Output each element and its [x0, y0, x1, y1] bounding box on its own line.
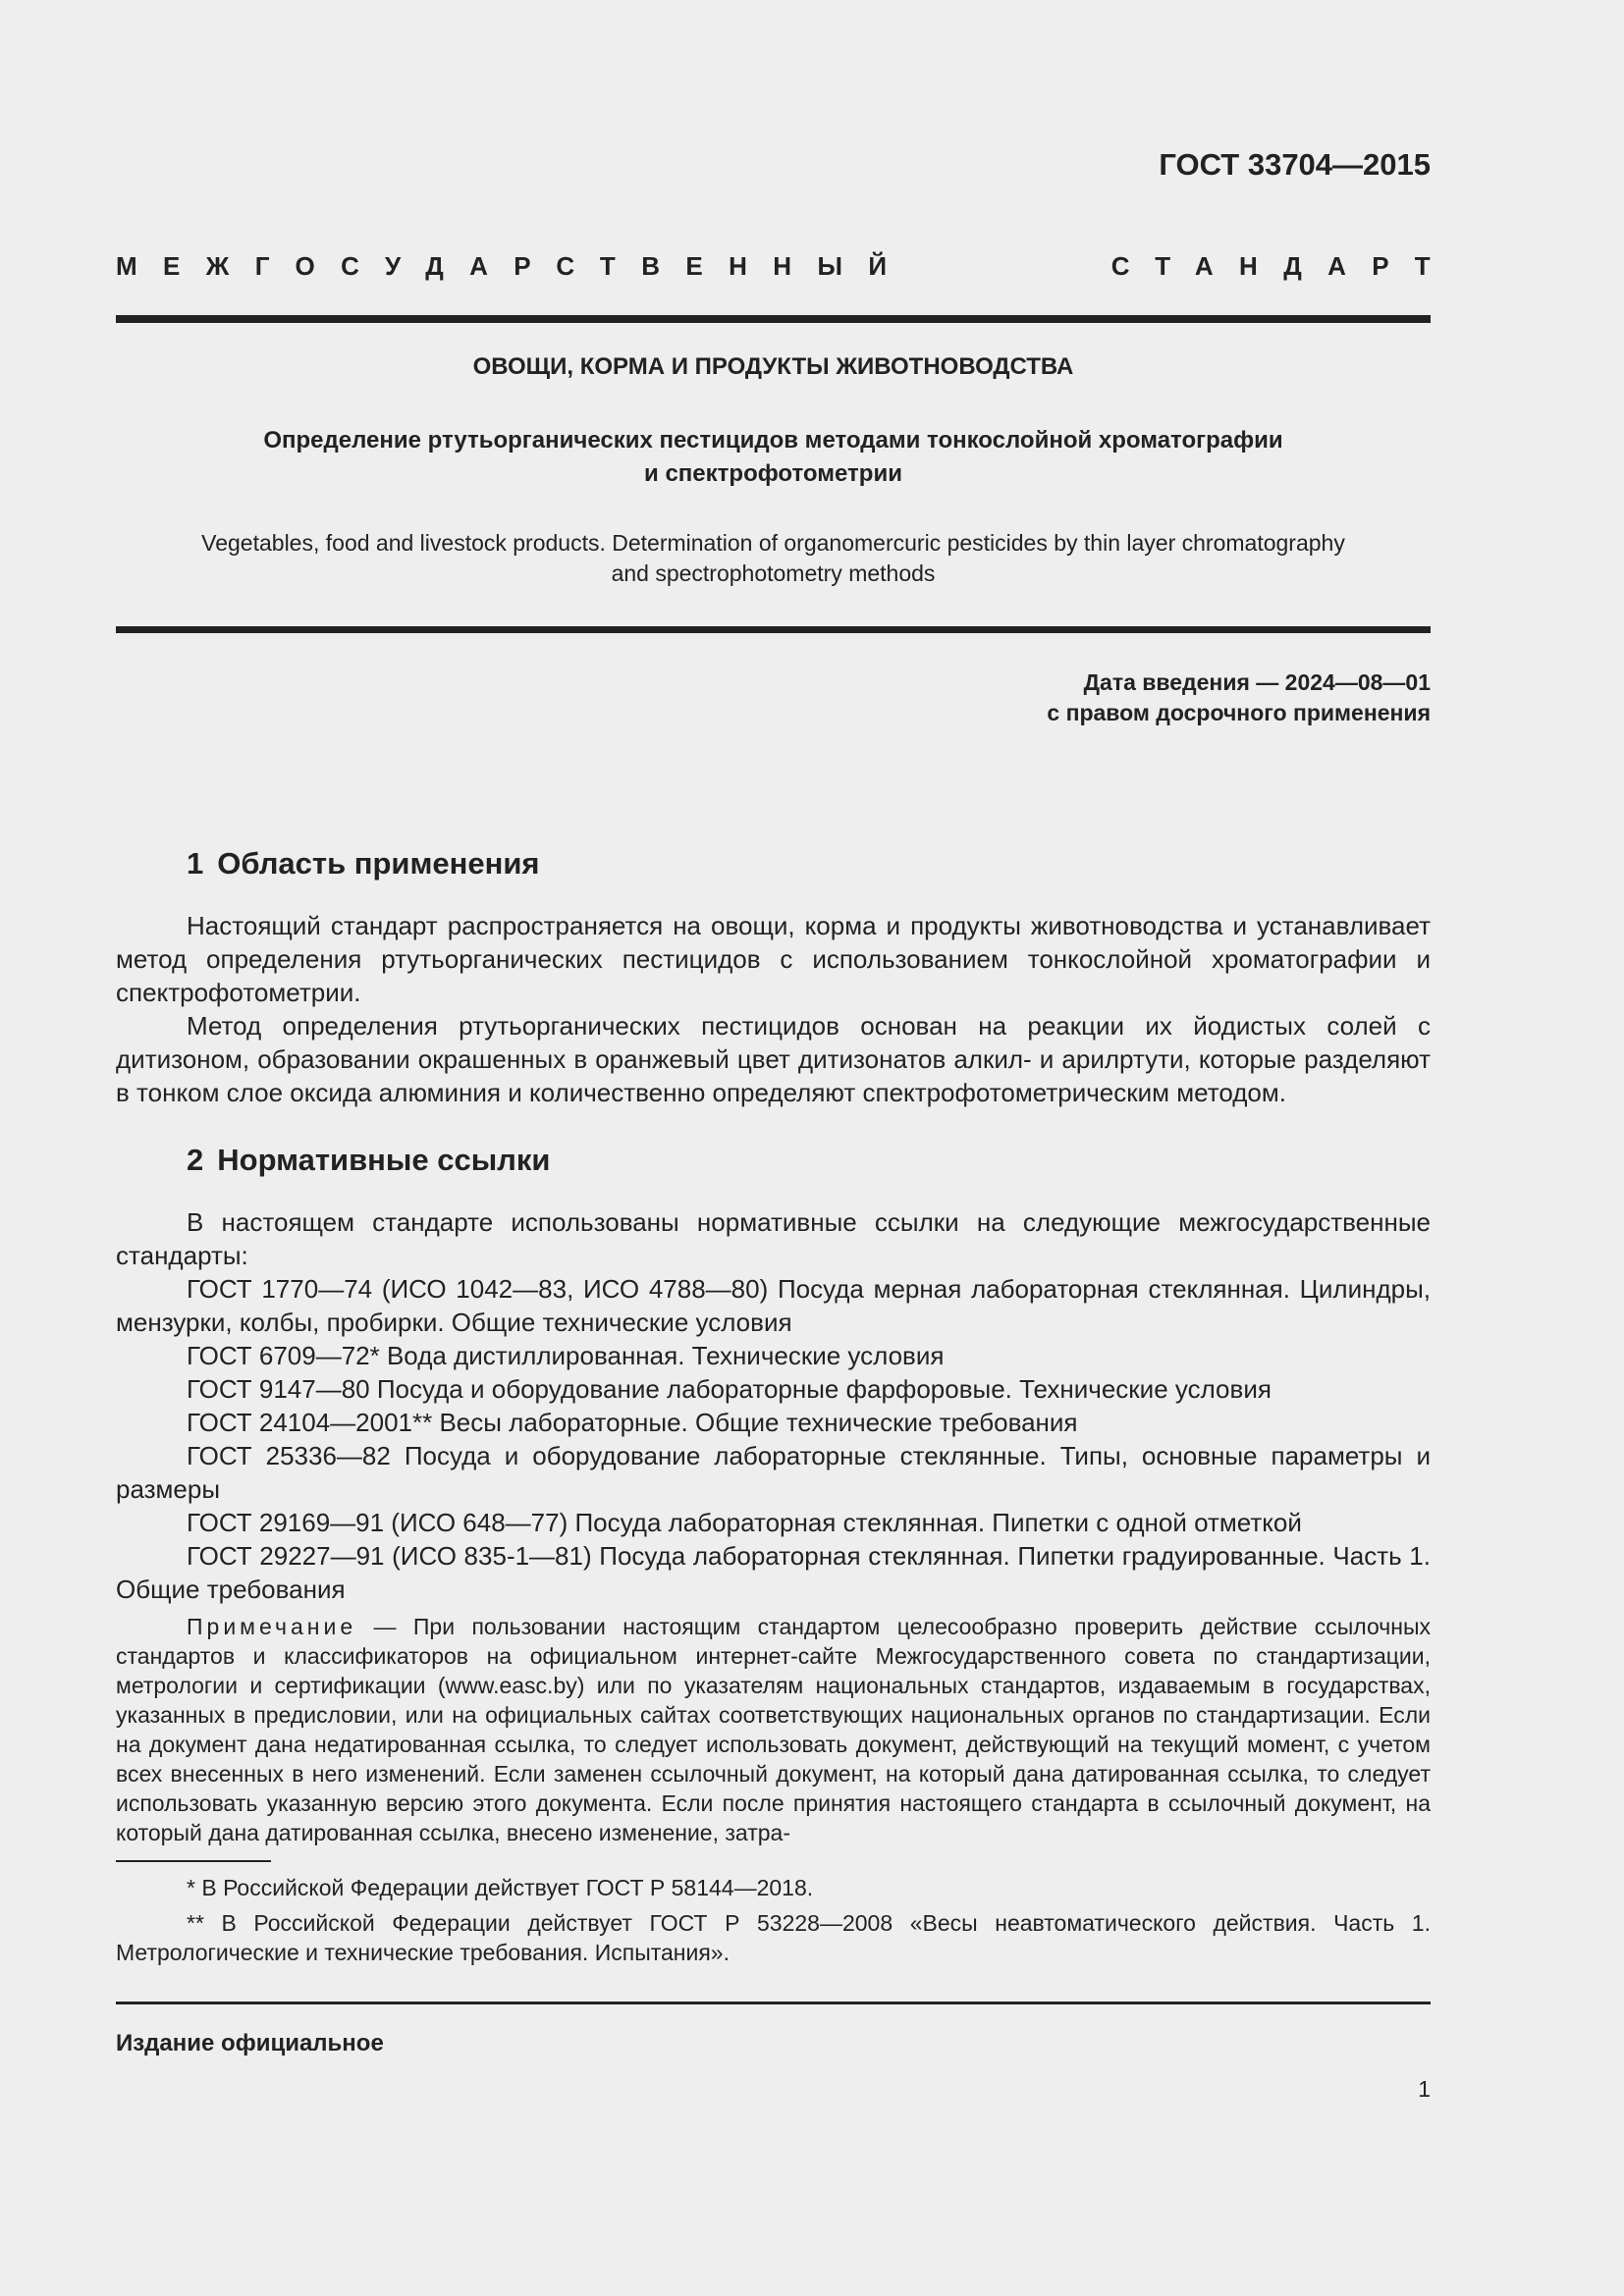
- english-title-line-1: Vegetables, food and livestock products. Determination of organomercuric pesticides by thin layer chromatography: [201, 530, 1345, 556]
- document-type-left: МЕЖГОСУДАРСТВЕННЫЙ: [116, 251, 913, 281]
- document-subtitle: [116, 424, 1431, 491]
- footnote: * В Российской Федерации действует ГОСТ Р 58144—2018.: [187, 1875, 814, 1900]
- reference-item: ГОСТ 25336—82 Посуда и оборудование лабораторные стеклянные. Типы, основные параметры и размеры: [116, 1441, 1431, 1504]
- section-number: 1: [187, 846, 204, 881]
- english-title-line-2: and spectrophotometry methods: [611, 561, 936, 586]
- document-type-right: СТАНДАРТ: [1110, 251, 1456, 281]
- effective-date: [1047, 667, 1431, 728]
- effective-date-line-2: с правом досрочного применения: [1047, 700, 1431, 725]
- footnotes: [116, 1873, 1431, 1973]
- section-heading: [116, 846, 1431, 881]
- footer-rule: [116, 2002, 1431, 2004]
- footnote: ** В Российской Федерации действует ГОСТ Р 53228—2008 «Весы неавтоматического действия. Часть 1. Метрологические и технические требования. Испытания».: [116, 1910, 1431, 1965]
- reference-item: ГОСТ 6709—72* Вода дистиллированная. Технические условия: [187, 1341, 945, 1370]
- english-title: [116, 528, 1431, 589]
- section-number: 2: [187, 1143, 204, 1177]
- reference-item: ГОСТ 9147—80 Посуда и оборудование лабораторные фарфоровые. Технические условия: [187, 1374, 1272, 1404]
- note: [116, 1612, 1431, 1847]
- paragraph: Настоящий стандарт распространяется на овощи, корма и продукты животноводства и устанавливает метод определения ртутьорганических пестицидов с использованием тонкослойной хроматографии и спектрофотометрии.: [116, 911, 1431, 1007]
- title-rule: [116, 626, 1431, 633]
- note-label: Примечание: [187, 1614, 357, 1639]
- note-text: — При пользовании настоящим стандартом целесообразно проверить действие ссылочных стандартов и классификаторов на официальном интернет-сайте Межгосударственного совета по стандартизации, метрологии и сертификации (www.easc.by) или по указателям национальных стандартов, издаваемым в государствах, указанных в предисловии, или на официальных сайтах соответствующих национальных органов по стандартизации. Если на документ дана недатированная ссылка, то следует использовать документ, действующий на текущий момент, с учетом всех внесенных в него изменений. Если заменен ссылочный документ, на который дана датированная ссылка, то следует использовать указанную версию этого документа. Если после принятия настоящего стандарта в ссылочный документ, на который дана датированная ссылка, внесено изменение, затра-: [116, 1614, 1431, 1845]
- reference-item: ГОСТ 29227—91 (ИСО 835-1—81) Посуда лабораторная стеклянная. Пипетки градуированные. Часть 1. Общие требования: [116, 1541, 1431, 1604]
- document-code: ГОСТ 33704—2015: [1159, 147, 1431, 182]
- reference-item: ГОСТ 29169—91 (ИСО 648—77) Посуда лабораторная стеклянная. Пипетки с одной отметкой: [187, 1508, 1302, 1537]
- document-page: [116, 0, 1456, 2296]
- subtitle-line-1: Определение ртутьорганических пестицидов методами тонкослойной хроматографии: [263, 427, 1283, 454]
- page-number: 1: [1418, 2076, 1431, 2102]
- paragraph: В настоящем стандарте использованы нормативные ссылки на следующие межгосударственные стандарты:: [116, 1207, 1431, 1270]
- reference-item: ГОСТ 24104—2001** Весы лабораторные. Общие технические требования: [187, 1408, 1078, 1437]
- paragraph: Метод определения ртутьорганических пестицидов основан на реакции их йодистых солей с дитизоном, образовании окрашенных в оранжевый цвет дитизонатов алкил- и арилртути, которые разделяют в тонком слое оксида алюминия и количественно определяют спектрофотометрическим методом.: [116, 1011, 1431, 1107]
- section-title: Область применения: [217, 846, 540, 881]
- section-scope: [116, 846, 1431, 1109]
- document-title: ОВОЩИ, КОРМА И ПРОДУКТЫ ЖИВОТНОВОДСТВА: [472, 353, 1074, 380]
- edition-label: Издание официальное: [116, 2030, 384, 2056]
- reference-item: ГОСТ 1770—74 (ИСО 1042—83, ИСО 4788—80) Посуда мерная лабораторная стеклянная. Цилиндры, мензурки, колбы, пробирки. Общие технические условия: [116, 1274, 1431, 1337]
- footnote-separator: [116, 1860, 271, 1862]
- section-title: Нормативные ссылки: [217, 1143, 551, 1177]
- section-heading: [116, 1143, 1431, 1178]
- document-type: [116, 251, 1456, 282]
- effective-date-line-1: Дата введения — 2024—08—01: [1083, 669, 1431, 695]
- subtitle-line-2: и спектрофотометрии: [644, 460, 902, 487]
- top-rule: [116, 315, 1431, 323]
- section-normative-refs: [116, 1143, 1431, 1606]
